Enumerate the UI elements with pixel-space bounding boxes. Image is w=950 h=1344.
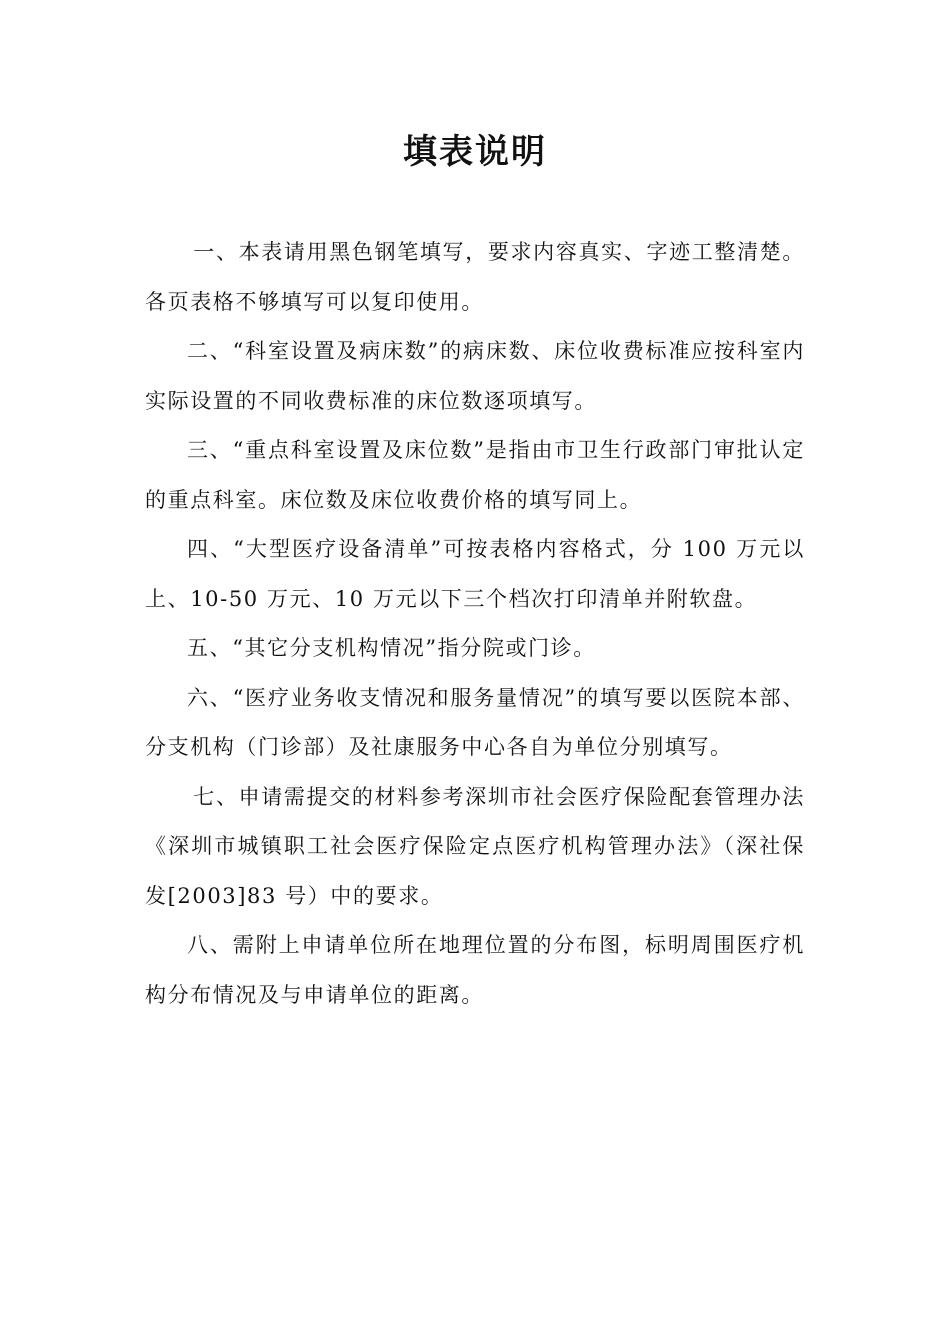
instruction-paragraph-2: 二、“科室设置及病床数”的病床数、床位收费标准应按科室内实际设置的不同收费标准的床位数逐项填写。	[145, 339, 805, 413]
instruction-paragraph-3: 三、“重点科室设置及床位数”是指由市卫生行政部门审批认定的重点科室。床位数及床位收费价格的填写同上。	[145, 438, 805, 512]
instruction-paragraph-8: 八、需附上申请单位所在地理位置的分布图，标明周围医疗机构分布情况及与申请单位的距离。	[145, 933, 805, 1007]
instruction-paragraph-4: 四、“大型医疗设备清单”可按表格内容格式，分 100 万元以上、10-50 万元、10 万元以下三个档次打印清单并附软盘。	[145, 537, 805, 611]
instruction-paragraph-1: 一、本表请用黑色钢笔填写，要求内容真实、字迹工整清楚。各页表格不够填写可以复印使用。	[145, 240, 805, 314]
instructions-body	[145, 228, 805, 1020]
instruction-paragraph-6: 六、“医疗业务收支情况和服务量情况”的填写要以医院本部、分支机构（门诊部）及社康服务中心各自为单位分别填写。	[145, 685, 805, 759]
instruction-paragraph-7: 七、申请需提交的材料参考深圳市社会医疗保险配套管理办法《深圳市城镇职工社会医疗保险定点医疗机构管理办法》（深社保发[2003]83 号）中的要求。	[145, 784, 805, 908]
instruction-paragraph-5: 五、“其它分支机构情况”指分院或门诊。	[187, 636, 596, 660]
document-title: 填表说明	[403, 132, 547, 172]
